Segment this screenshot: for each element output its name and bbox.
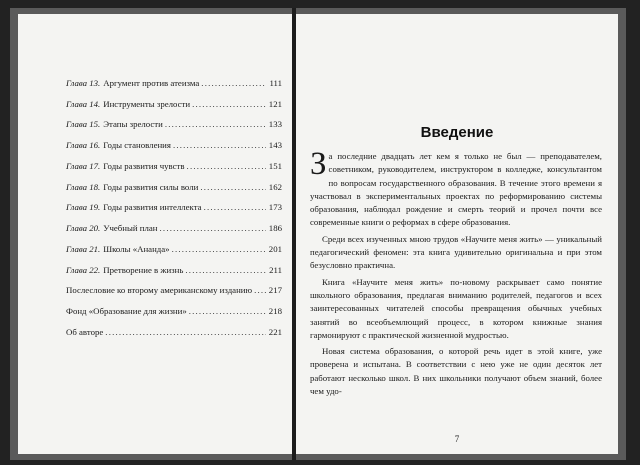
- page-number: 7: [454, 434, 460, 444]
- toc-entry: [66, 99, 282, 117]
- toc-leader-dots: [192, 99, 266, 109]
- toc-page-number: 143: [268, 140, 282, 151]
- toc-chapter-prefix: Глава 20.: [66, 223, 101, 234]
- toc-title: Годы развития интеллекта: [103, 202, 202, 213]
- toc-entry: [66, 244, 282, 262]
- toc-leader-dots: [173, 140, 266, 150]
- toc-page-number: 173: [268, 202, 282, 213]
- toc-entry: [66, 265, 282, 283]
- toc-page-number: 121: [268, 98, 282, 109]
- paragraph-2: Среди всех изученных мною трудов «Научите меня жить» — уникальный педагогический феномен: эта книга удивительно оригинальна и при этом безусловно практична.: [310, 233, 602, 271]
- toc-title: Этапы зрелости: [103, 119, 163, 130]
- toc-chapter-prefix: Глава 16.: [66, 140, 101, 151]
- toc-leader-dots: [165, 119, 266, 129]
- toc-leader-dots: [201, 78, 266, 88]
- toc-entry: [66, 285, 282, 303]
- toc-page-number: 111: [269, 78, 282, 88]
- toc-title: Аргумент против атеизма: [103, 78, 200, 88]
- toc-leader-dots: [189, 306, 266, 316]
- toc-leader-dots: [204, 202, 266, 212]
- toc-leader-dots: [200, 182, 266, 192]
- toc-title: Годы развития силы воли: [103, 181, 199, 192]
- introduction-text: [310, 146, 602, 398]
- toc-page-number: 218: [268, 306, 282, 317]
- toc-chapter-prefix: Глава 14.: [66, 98, 101, 109]
- toc-page-number: 211: [269, 264, 282, 275]
- toc-chapter-prefix: Глава 22.: [66, 264, 101, 275]
- toc-chapter-prefix: Глава 18.: [66, 181, 101, 192]
- toc-page-number: 201: [268, 243, 282, 254]
- toc-leader-dots: [254, 285, 266, 295]
- toc-leader-dots: [185, 265, 266, 275]
- toc-page-number: 162: [268, 181, 282, 192]
- paragraph-1-text: а последние двадцать лет кем я только не был — преподавателем, советником, руководителем, инструктором в колледже, консультантом по вопросам государственного образования. В течение этого времени я участвовал в экспериментальных проектах по реформированию системы образования, наблюдал рождение и смерть теорий и прочел почти все современные книги о реформах в сфере образования.: [310, 151, 602, 228]
- toc-title: Инструменты зрелости: [103, 98, 191, 109]
- toc-page-number: 221: [268, 326, 282, 337]
- toc-chapter-prefix: Глава 13.: [66, 78, 101, 88]
- table-of-contents: [66, 78, 282, 348]
- right-page: [296, 14, 618, 454]
- toc-title: Послесловие ко второму американскому изданию: [66, 285, 253, 296]
- chapter-title: Введение: [420, 124, 494, 141]
- left-page: [18, 14, 292, 454]
- toc-title: Фонд «Образование для жизни»: [66, 306, 187, 317]
- toc-title: Годы развития чувств: [103, 160, 185, 171]
- toc-leader-dots: [160, 223, 266, 233]
- toc-page-number: 133: [268, 119, 282, 130]
- toc-chapter-prefix: Глава 17.: [66, 160, 101, 171]
- toc-title: Учебный план: [103, 223, 158, 234]
- toc-entry: [66, 140, 282, 158]
- toc-entry: [66, 78, 282, 96]
- toc-entry: [66, 223, 282, 241]
- toc-chapter-prefix: Глава 19.: [66, 202, 101, 213]
- toc-entry: [66, 327, 282, 345]
- toc-title: Годы становления: [103, 140, 171, 151]
- toc-page-number: 151: [268, 160, 282, 171]
- toc-entry: [66, 306, 282, 324]
- book-spread: [10, 8, 626, 460]
- toc-chapter-prefix: Глава 21.: [66, 243, 101, 254]
- toc-entry: [66, 161, 282, 179]
- toc-page-number: 217: [268, 285, 282, 296]
- paragraph-3: Книга «Научите меня жить» по-новому раскрывает само понятие школьного образования, предлагая вниманию родителей, педагогов и всех заинтересованных читателей способы превращения обычных учебных занятий во всеобъемлющий процесс, в котором книжные знания гармонируют с практической жизненной мудростью.: [310, 276, 602, 340]
- toc-leader-dots: [105, 327, 266, 337]
- paragraph-1: [310, 146, 602, 230]
- toc-leader-dots: [187, 161, 266, 171]
- toc-entry: [66, 202, 282, 220]
- paragraph-4: Новая система образования, о которой речь идет в этой книге, уже проверена и испытана. В соответствии с нею уже не один десяток лет работают несколько школ. В них школьники получают объем знаний, более чем удо-: [310, 346, 602, 397]
- toc-title: Школы «Ананда»: [103, 243, 170, 254]
- drop-cap: З: [310, 146, 327, 182]
- toc-entry: [66, 182, 282, 200]
- toc-entry: [66, 119, 282, 137]
- toc-title: Об авторе: [66, 326, 104, 337]
- toc-leader-dots: [172, 244, 266, 254]
- toc-chapter-prefix: Глава 15.: [66, 119, 101, 130]
- toc-title: Претворение в жизнь: [103, 264, 184, 275]
- toc-page-number: 186: [268, 223, 282, 234]
